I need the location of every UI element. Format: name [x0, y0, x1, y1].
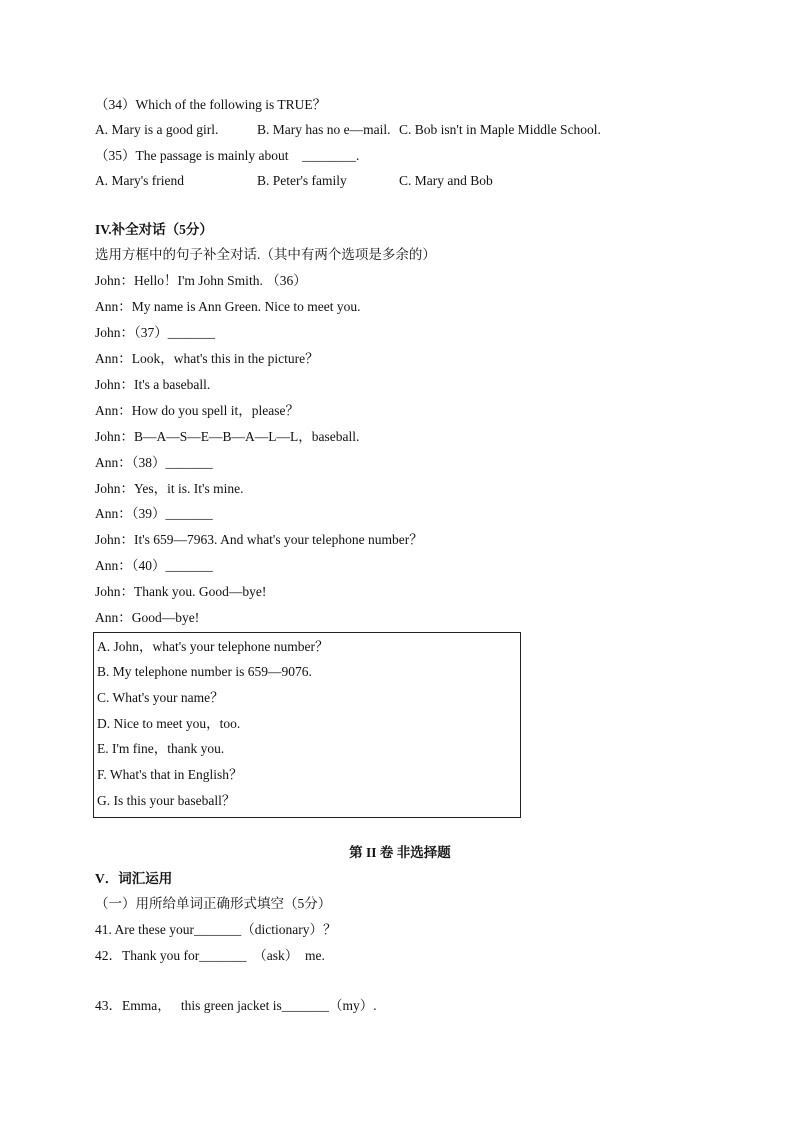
dialogue-line: John：B—A—S—E—B—A—L—L，baseball. — [95, 429, 360, 444]
section-4-instruction: 选用方框中的句子补全对话.（其中有两个选项是多余的） — [95, 247, 436, 262]
question-35-stem: （35）The passage is mainly about ________. — [95, 148, 360, 163]
dialogue-line: John：Hello！I'm John Smith. （36） — [95, 273, 307, 288]
dialogue-line: Ann：My name is Ann Green. Nice to meet you. — [95, 299, 361, 314]
section-5-subheading: （一）用所给单词正确形式填空（5分） — [95, 896, 332, 911]
section-4-heading: IV.补全对话（5分） — [95, 222, 213, 237]
section-5-heading: V．词汇运用 — [95, 871, 173, 886]
choice-a: A. John，what's your telephone number？ — [97, 639, 329, 654]
question-34-option-b: B. Mary has no e—mail. — [257, 122, 391, 137]
dialogue-line: John：Yes，it is. It's mine. — [95, 481, 244, 496]
dialogue-line: John：It's 659—7963. And what's your telephone number？ — [95, 532, 423, 547]
dialogue-line: John：It's a baseball. — [95, 377, 211, 392]
dialogue-line: John：Thank you. Good—bye! — [95, 584, 267, 599]
question-34-option-a: A. Mary is a good girl. — [95, 122, 219, 137]
dialogue-line: John：（37）_______ — [95, 325, 216, 340]
choice-d: D. Nice to meet you，too. — [97, 716, 241, 731]
dialogue-line: Ann：（40）_______ — [95, 558, 213, 573]
question-35-option-b: B. Peter's family — [257, 173, 347, 188]
dialogue-line: Ann：（39）_______ — [95, 506, 213, 521]
choice-e: E. I'm fine，thank you. — [97, 741, 225, 756]
question-41: 41. Are these your_______（dictionary）？ — [95, 922, 337, 937]
question-34-option-c: C. Bob isn't in Maple Middle School. — [399, 122, 601, 137]
question-42: 42．Thank you for_______ （ask） me. — [95, 948, 325, 963]
question-43: 43．Emma， this green jacket is_______（my）. — [95, 998, 377, 1013]
dialogue-line: Ann：（38）_______ — [95, 455, 213, 470]
part-2-title: 第 II 卷 非选择题 — [349, 845, 451, 860]
question-35-option-c: C. Mary and Bob — [399, 173, 493, 188]
choice-c: C. What's your name？ — [97, 690, 224, 705]
dialogue-line: Ann：Good—bye! — [95, 610, 200, 625]
dialogue-line: Ann：Look，what's this in the picture？ — [95, 351, 319, 366]
choices-box — [93, 632, 521, 818]
choice-b: B. My telephone number is 659—9076. — [97, 664, 312, 679]
question-35-option-a: A. Mary's friend — [95, 173, 185, 188]
question-34-stem: （34）Which of the following is TRUE？ — [95, 97, 327, 112]
choice-f: F. What's that in English？ — [97, 767, 243, 782]
choice-g: G. Is this your baseball？ — [97, 793, 236, 808]
dialogue-line: Ann：How do you spell it，please？ — [95, 403, 299, 418]
